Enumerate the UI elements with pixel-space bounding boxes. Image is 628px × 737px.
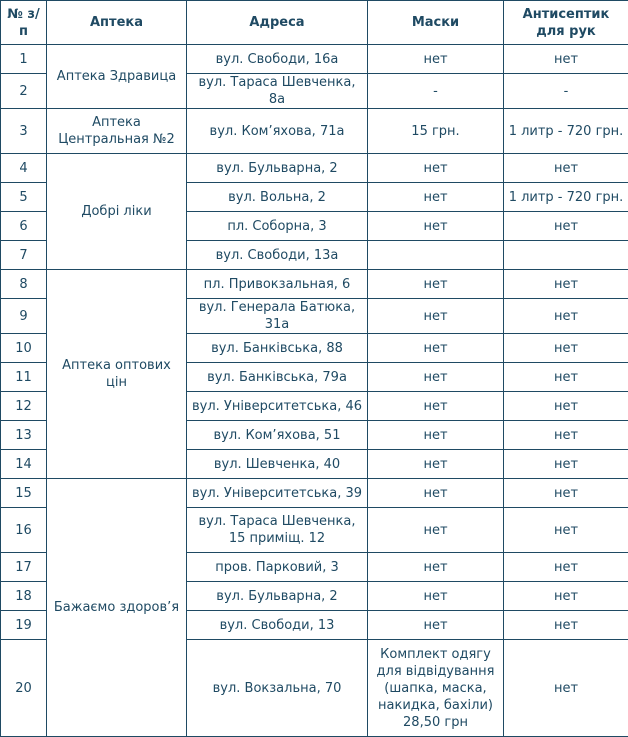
- antiseptic-cell: [504, 241, 628, 270]
- masks-cell: 15 грн.: [368, 109, 504, 154]
- antiseptic-cell: 1 литр - 720 грн.: [504, 183, 628, 212]
- antiseptic-cell: нет: [504, 508, 628, 553]
- table-row: [1, 45, 628, 74]
- antiseptic-cell: нет: [504, 421, 628, 450]
- table-header-row: [1, 1, 628, 45]
- address-cell: пл. Соборна, 3: [187, 212, 368, 241]
- address-cell: вул. Тараса Шевченка, 8а: [187, 74, 368, 109]
- col-header-masks: Маски: [368, 1, 504, 45]
- row-number: 4: [1, 154, 47, 183]
- address-cell: вул. Свободи, 13а: [187, 241, 368, 270]
- address-cell: пров. Парковий, 3: [187, 553, 368, 582]
- masks-cell: нет: [368, 183, 504, 212]
- antiseptic-cell: нет: [504, 553, 628, 582]
- address-cell: пл. Привокзальная, 6: [187, 270, 368, 299]
- antiseptic-cell: нет: [504, 270, 628, 299]
- masks-cell: нет: [368, 392, 504, 421]
- masks-cell: нет: [368, 553, 504, 582]
- antiseptic-cell: нет: [504, 363, 628, 392]
- masks-cell: нет: [368, 212, 504, 241]
- masks-cell: нет: [368, 45, 504, 74]
- table-body: [1, 45, 628, 737]
- row-number: 11: [1, 363, 47, 392]
- masks-cell: нет: [368, 611, 504, 640]
- antiseptic-cell: нет: [504, 450, 628, 479]
- table-row: [1, 154, 628, 183]
- row-number: 5: [1, 183, 47, 212]
- masks-cell: нет: [368, 363, 504, 392]
- pharmacy-name: Бажаємо здоров’я: [47, 479, 187, 737]
- row-number: 16: [1, 508, 47, 553]
- masks-cell: нет: [368, 450, 504, 479]
- masks-cell: [368, 241, 504, 270]
- antiseptic-cell: нет: [504, 334, 628, 363]
- row-number: 3: [1, 109, 47, 154]
- col-header-pharmacy: Аптека: [47, 1, 187, 45]
- antiseptic-cell: нет: [504, 479, 628, 508]
- row-number: 12: [1, 392, 47, 421]
- row-number: 17: [1, 553, 47, 582]
- antiseptic-cell: нет: [504, 582, 628, 611]
- address-cell: вул. Університетська, 46: [187, 392, 368, 421]
- col-header-number: № з/п: [1, 1, 47, 45]
- row-number: 6: [1, 212, 47, 241]
- address-cell: вул. Ком’яхова, 51: [187, 421, 368, 450]
- masks-cell: нет: [368, 334, 504, 363]
- table-row: [1, 479, 628, 508]
- address-cell: вул. Банківська, 79а: [187, 363, 368, 392]
- row-number: 10: [1, 334, 47, 363]
- address-cell: вул. Свободи, 13: [187, 611, 368, 640]
- address-cell: вул. Генерала Батюка, 31а: [187, 299, 368, 334]
- pharmacy-name: Аптека Здравица: [47, 45, 187, 109]
- pharmacy-name: Аптека Центральная №2: [47, 109, 187, 154]
- masks-cell: нет: [368, 299, 504, 334]
- masks-cell: Комплект одягу для відвідування (шапка, маска, накидка, бахіли) 28,50 грн: [368, 640, 504, 737]
- table-row: [1, 109, 628, 154]
- antiseptic-cell: нет: [504, 392, 628, 421]
- antiseptic-cell: нет: [504, 640, 628, 737]
- masks-cell: нет: [368, 154, 504, 183]
- col-header-antiseptic: Антисептик для рук: [504, 1, 628, 45]
- antiseptic-cell: нет: [504, 299, 628, 334]
- masks-cell: -: [368, 74, 504, 109]
- address-cell: вул. Університетська, 39: [187, 479, 368, 508]
- antiseptic-cell: нет: [504, 611, 628, 640]
- antiseptic-cell: 1 литр - 720 грн.: [504, 109, 628, 154]
- antiseptic-cell: -: [504, 74, 628, 109]
- row-number: 18: [1, 582, 47, 611]
- antiseptic-cell: нет: [504, 154, 628, 183]
- address-cell: вул. Шевченка, 40: [187, 450, 368, 479]
- row-number: 7: [1, 241, 47, 270]
- row-number: 9: [1, 299, 47, 334]
- antiseptic-cell: нет: [504, 45, 628, 74]
- address-cell: вул. Бульварна, 2: [187, 582, 368, 611]
- address-cell: вул. Бульварна, 2: [187, 154, 368, 183]
- masks-cell: нет: [368, 270, 504, 299]
- masks-cell: нет: [368, 479, 504, 508]
- row-number: 8: [1, 270, 47, 299]
- pharmacy-name: Добрі ліки: [47, 154, 187, 270]
- row-number: 13: [1, 421, 47, 450]
- row-number: 20: [1, 640, 47, 737]
- address-cell: вул. Вокзальна, 70: [187, 640, 368, 737]
- address-cell: вул. Тараса Шевченка, 15 приміщ. 12: [187, 508, 368, 553]
- row-number: 15: [1, 479, 47, 508]
- masks-cell: нет: [368, 508, 504, 553]
- row-number: 19: [1, 611, 47, 640]
- antiseptic-cell: нет: [504, 212, 628, 241]
- table-row: [1, 270, 628, 299]
- masks-cell: нет: [368, 582, 504, 611]
- address-cell: вул. Банківська, 88: [187, 334, 368, 363]
- row-number: 2: [1, 74, 47, 109]
- pharmacy-name: Аптека оптових цін: [47, 270, 187, 479]
- col-header-address: Адреса: [187, 1, 368, 45]
- masks-cell: нет: [368, 421, 504, 450]
- address-cell: вул. Свободи, 16а: [187, 45, 368, 74]
- row-number: 1: [1, 45, 47, 74]
- address-cell: вул. Вольна, 2: [187, 183, 368, 212]
- address-cell: вул. Ком’яхова, 71а: [187, 109, 368, 154]
- row-number: 14: [1, 450, 47, 479]
